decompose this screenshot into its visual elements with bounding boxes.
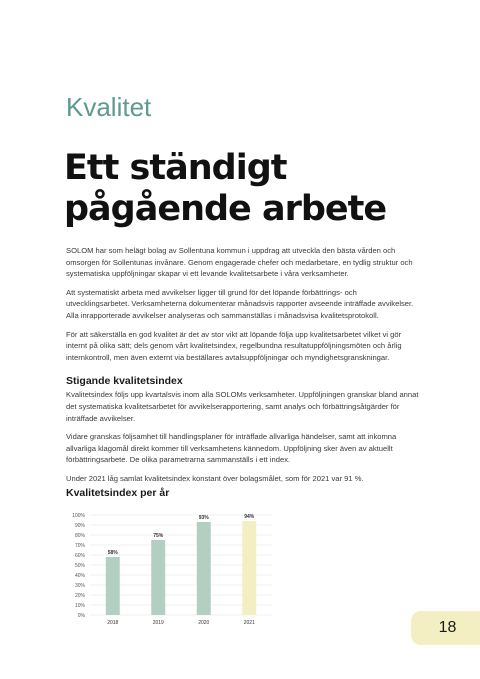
section-label: Kvalitet [66,92,152,122]
page-title-line-2: pågående arbete [64,189,387,229]
chart-bar [106,557,120,615]
y-tick-label: 100% [72,513,85,519]
paragraph: För att säkerställa en god kvalitet är det av stor vikt att löpande följa upp kvalitetsarbetet vilket vi gör internt på olika sätt; dels genom vårt kvalitetsindex, regelbundna resultatuppföljningsmöten och årlig internkontroll, men även externt via beställares avtalsuppföljningar och myndighetsgranskningar. [66,329,402,362]
quality-index-chart [60,505,280,630]
page-number: 18 [411,611,480,645]
paragraph: Vidare granskas följsamhet till handlingsplaner för inträffade allvarliga händelser, samt att inkomna allvarliga klagomål direkt kommer till verksamhetens kännedom. Uppföljning sker även av aktuellt förbättringsarbete. De olika parametrarna sammanställs i ett index. [66,432,397,465]
paragraph: Att systematiskt arbeta med avvikelser ligger till grund för det löpande förbättrings- och utvecklingsarbetet. Verksamheterna dokumenterar månadsvis rapporter avseende inträffade avvikelser. Alla inrapporterade avvikelser analyseras och sammanställas i månadsvisa kvalitetsprotokoll. [66,287,414,320]
page-title [64,148,424,230]
chart-bar [242,521,256,615]
paragraph: Under 2021 låg samlat kvalitetsindex konstant över bolagsmålet, som för 2021 var 91 %. [66,473,364,483]
y-tick-label: 40% [74,573,85,579]
bar-data-label: 93% [198,515,209,521]
y-tick-label: 70% [74,543,85,549]
paragraph: Kvalitetsindex följs upp kvartalsvis inom alla SOLOMs verksamheter. Uppföljningen granskar bland annat det systematiska kvalitetsarbetet för avvikelserapportering, samt analys och förbättringsåtgärder för inträffade avvikelser. [66,390,419,423]
subheading: Stigande kvalitetsindex [66,375,183,388]
bar-data-label: 75% [153,533,164,539]
y-tick-label: 60% [74,553,85,559]
bar-data-label: 94% [244,514,255,520]
y-tick-label: 30% [74,583,85,589]
y-tick-label: 0% [77,613,85,619]
y-tick-label: 90% [74,523,85,529]
y-tick-label: 50% [74,563,85,569]
x-tick-label: 2021 [243,620,255,626]
x-tick-label: 2020 [198,620,210,626]
page-title-line-1: Ett ständigt [64,148,287,188]
paragraph: SOLOM har som helägt bolag av Sollentuna kommun i uppdrag att utveckla den bästa vården och omsorgen för Sollentunas invånare. Genom engagerade chefer och medarbetare, en tydlig struktur och systematiska uppföljningar skapar vi ett levande kvalitetsarbete i våra verksamheter. [66,246,413,279]
y-tick-label: 20% [74,593,85,599]
chart-bar [197,522,211,615]
x-tick-label: 2019 [152,620,164,626]
chart-bar [151,540,165,615]
y-tick-label: 10% [74,603,85,609]
bar-data-label: 58% [107,550,118,556]
y-tick-label: 80% [74,533,85,539]
body-text [66,245,421,492]
x-tick-label: 2018 [107,620,119,626]
chart-title: Kvalitetsindex per år [66,487,170,499]
